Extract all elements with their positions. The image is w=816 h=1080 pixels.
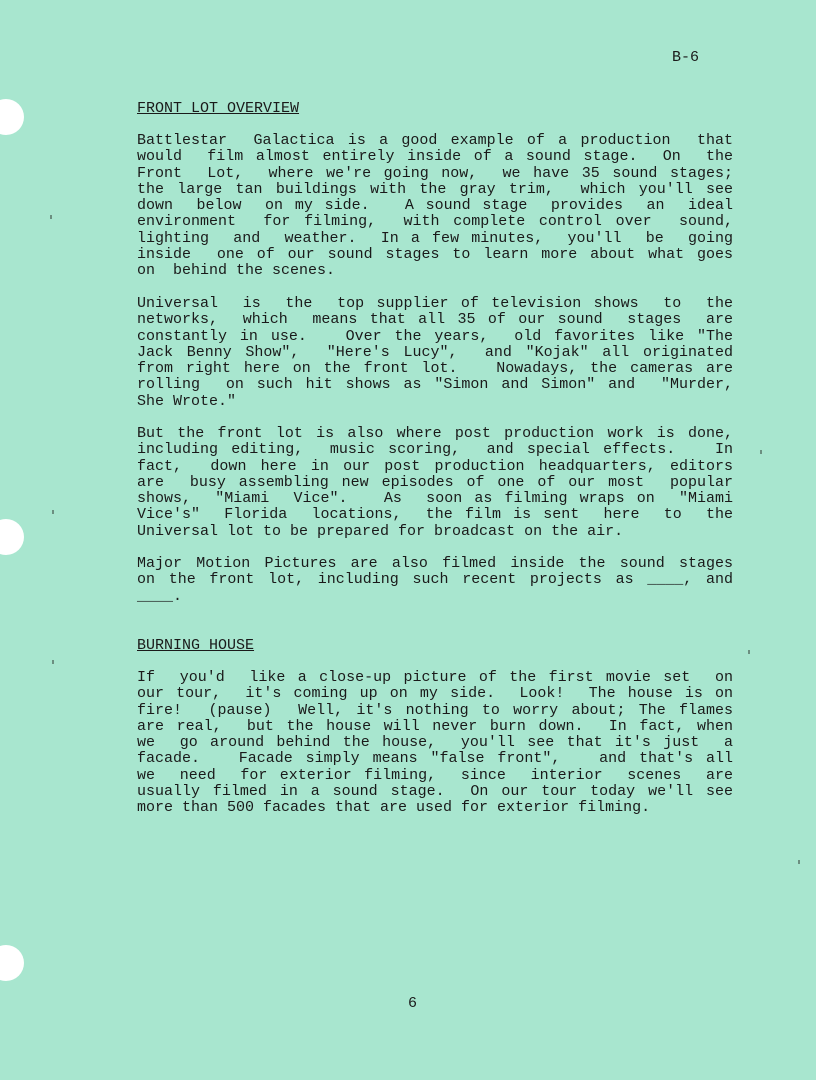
text-line: fact, down here in our post production headquarters, editors	[137, 457, 733, 475]
text-line: the large tan buildings with the gray trim, which you'll see	[137, 180, 733, 198]
text-line: facade. Facade simply means "false front", and that's all	[137, 750, 733, 768]
paragraph	[137, 670, 733, 817]
paragraph	[137, 296, 733, 410]
text-line: She Wrote."	[137, 392, 237, 410]
text-line: lighting and weather. In a few minutes, you'll be going	[137, 229, 733, 247]
text-line: Jack Benny Show", "Here's Lucy", and "Kojak" all originated	[137, 343, 733, 361]
paragraph	[137, 133, 733, 280]
scan-speck	[50, 215, 52, 219]
binder-hole	[0, 99, 24, 135]
scan-speck	[52, 660, 54, 664]
section-heading-front-lot-overview: FRONT LOT OVERVIEW	[137, 100, 300, 117]
text-line: down below on my side. A sound stage provides an ideal	[137, 197, 733, 215]
text-line: networks, which means that all 35 of our sound stages are	[137, 311, 733, 329]
text-line: Battlestar Galactica is a good example of a production that	[137, 132, 733, 149]
scan-speck	[760, 450, 762, 454]
text-line: Vice's" Florida locations, the film is sent here to the	[137, 506, 733, 524]
text-line: would film almost entirely inside of a sound stage. On the	[137, 148, 733, 166]
page-identifier: B-6	[672, 49, 700, 66]
text-line: from right here on the front lot. Nowadays, the cameras are	[137, 360, 733, 378]
text-line: But the front lot is also where post production work is done,	[137, 425, 733, 442]
text-line: more than 500 facades that are used for exterior filming.	[137, 799, 651, 817]
text-line: rolling on such hit shows as "Simon and Simon" and "Murder,	[137, 376, 733, 394]
paragraph	[137, 426, 733, 540]
scan-speck	[798, 860, 800, 864]
text-line: we go around behind the house, you'll see that it's just a	[137, 734, 733, 752]
text-line: constantly in use. Over the years, old favorites like "The	[137, 327, 733, 345]
text-line: Universal is the top supplier of television shows to the	[137, 295, 733, 312]
section-heading-burning-house: BURNING HOUSE	[137, 637, 255, 654]
paragraph	[137, 556, 733, 605]
text-line: we need for exterior filming, since interior scenes are	[137, 766, 733, 784]
text-line: are real, but the house will never burn down. In fact, when	[137, 717, 733, 735]
scan-speck	[52, 510, 54, 514]
text-line: on behind the scenes.	[137, 262, 336, 280]
text-line: on the front lot, including such recent projects as ____, and	[137, 571, 733, 589]
text-line: Universal lot to be prepared for broadcast on the air.	[137, 522, 624, 540]
binder-hole	[0, 945, 24, 981]
text-line: are busy assembling new episodes of one of our most popular	[137, 473, 733, 491]
scan-speck	[748, 650, 750, 654]
text-line: environment for filming, with complete control over sound,	[137, 213, 733, 231]
text-line: shows, "Miami Vice". As soon as filming wraps on "Miami	[137, 490, 733, 508]
text-line: Front Lot, where we're going now, we have 35 sound stages;	[137, 164, 733, 182]
text-line: If you'd like a close-up picture of the first movie set on	[137, 669, 733, 686]
page-number: 6	[408, 995, 418, 1012]
text-line: inside one of our sound stages to learn more about what goes	[137, 246, 733, 264]
text-line: including editing, music scoring, and special effects. In	[137, 441, 733, 459]
text-line: ____.	[137, 587, 183, 605]
text-line: usually filmed in a sound stage. On our tour today we'll see	[137, 783, 733, 801]
text-line: Major Motion Pictures are also filmed inside the sound stages	[137, 555, 733, 572]
text-line: our tour, it's coming up on my side. Look! The house is on	[137, 685, 733, 703]
binder-hole	[0, 519, 24, 555]
text-line: fire! (pause) Well, it's nothing to worry about; The flames	[137, 701, 733, 719]
